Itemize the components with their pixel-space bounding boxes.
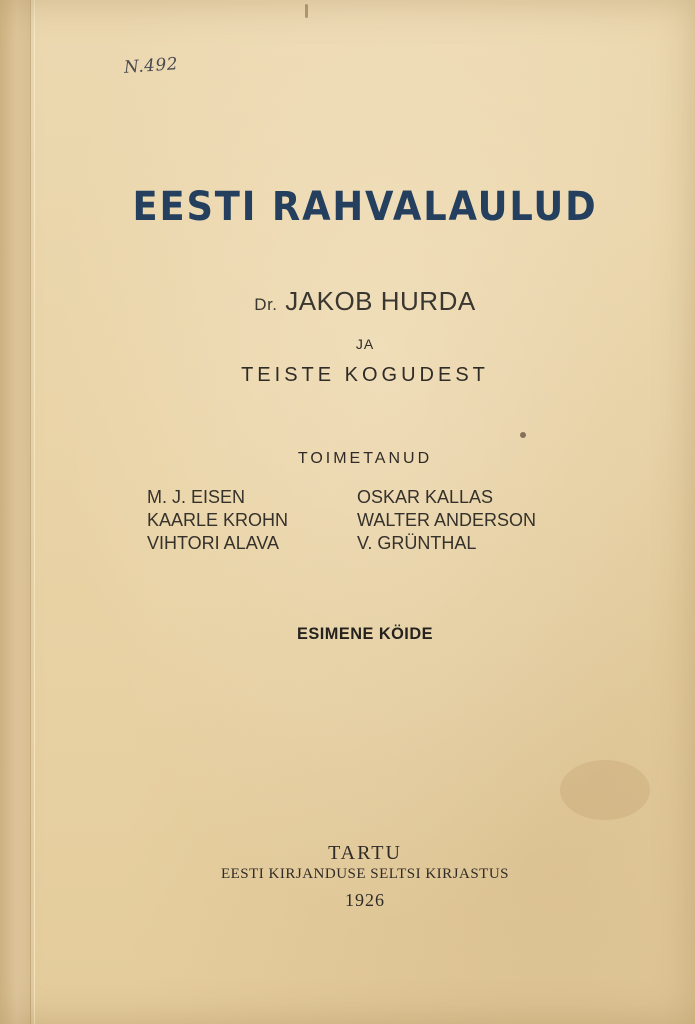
volume-label: ESIMENE KÖIDE — [297, 624, 433, 643]
edited-by-label: TOIMETANUD — [297, 450, 433, 467]
paper-stain — [305, 4, 308, 18]
spine-fold-line — [30, 0, 31, 1024]
paper-stain — [560, 760, 650, 820]
editor-name: KAARLE KROHN — [147, 510, 289, 530]
editor-name: VIHTORI ALAVA — [147, 533, 280, 553]
paper-stain — [520, 432, 526, 438]
publisher-name: EESTI KIRJANDUSE SELTSI KIRJASTUS — [220, 866, 510, 882]
author-prefix: Dr. — [254, 295, 278, 314]
others-line: TEISTE KOGUDEST — [241, 364, 489, 386]
spine-strip — [0, 0, 30, 1024]
catalog-number-handwritten: N.492 — [123, 54, 179, 78]
publication-place: TARTU — [328, 842, 402, 864]
editors-list — [147, 486, 577, 554]
author-name: JAKOB HURDA — [285, 286, 476, 316]
editor-name: M. J. EISEN — [147, 487, 246, 507]
editor-name: OSKAR KALLAS — [357, 487, 494, 507]
book-title: EESTI RAHVALAULUD — [132, 184, 598, 230]
editor-name: WALTER ANDERSON — [357, 510, 537, 530]
publication-year: 1926 — [345, 890, 385, 910]
editor-name: V. GRÜNTHAL — [357, 533, 477, 553]
conjunction: JA — [355, 336, 375, 352]
author-line — [35, 286, 695, 317]
